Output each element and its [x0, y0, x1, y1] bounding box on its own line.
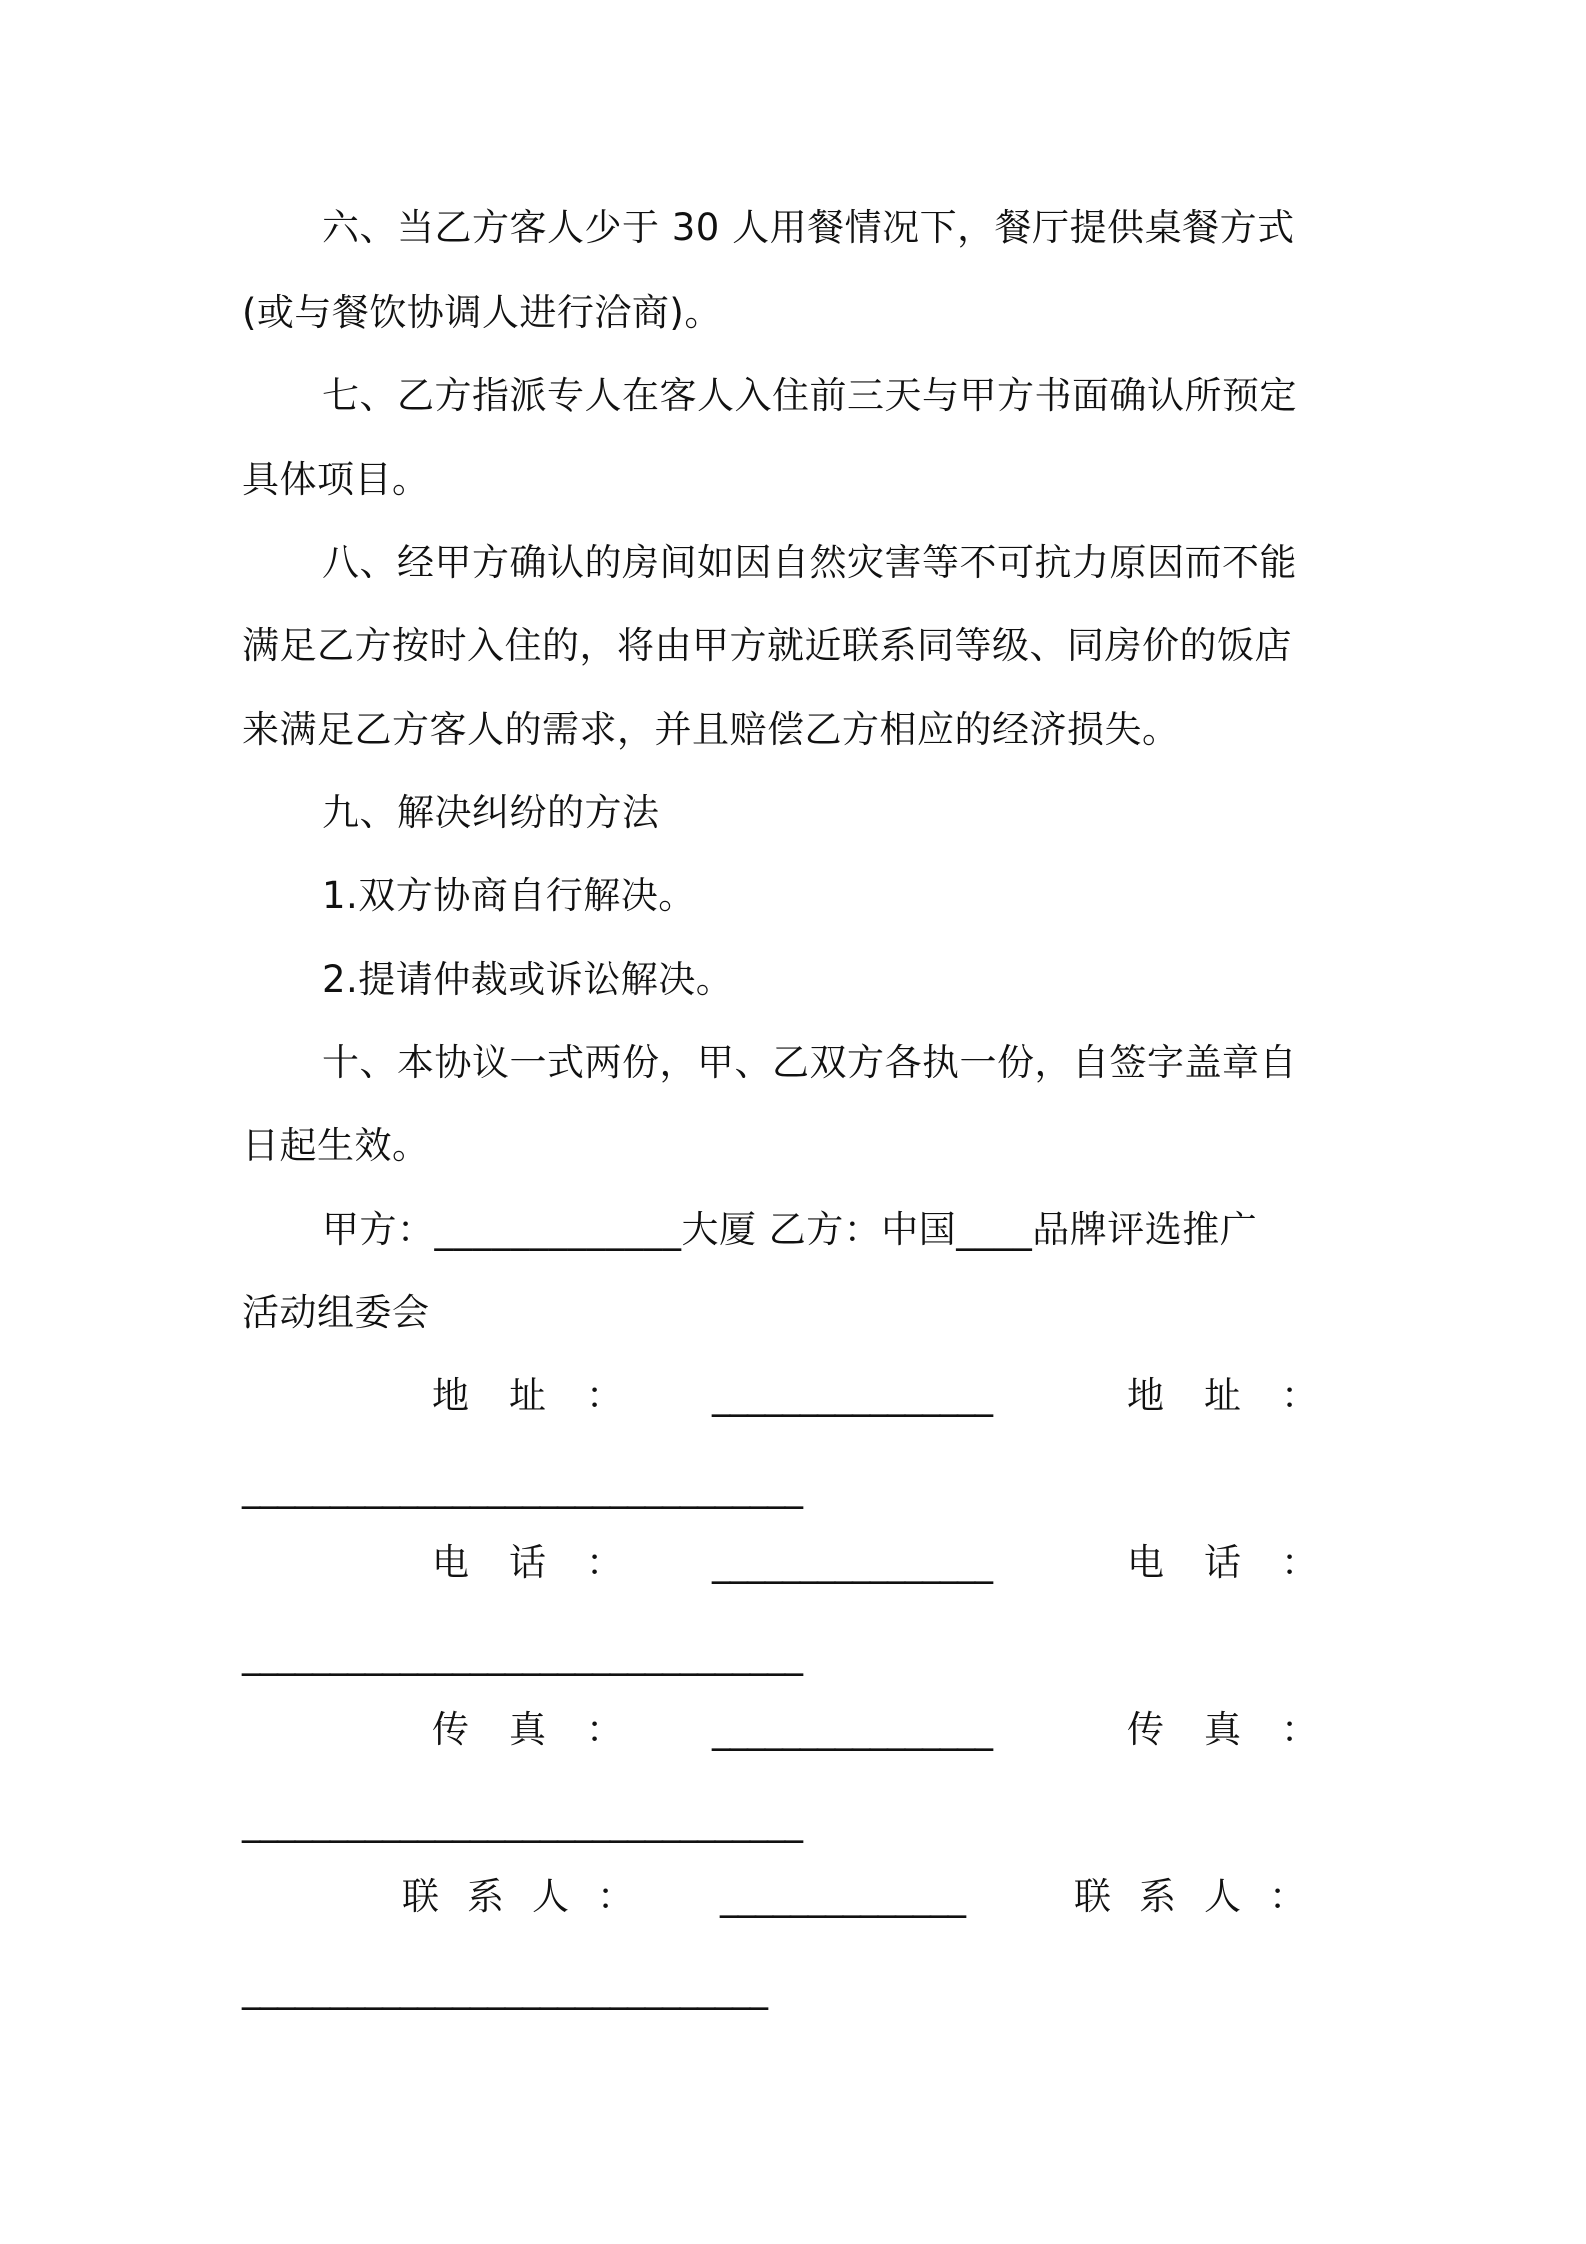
clause-7-line-2: 具体项目。 — [242, 458, 430, 501]
phone-blank-b: ________________________________ — [242, 1633, 802, 1676]
clause-8-line-1: 八、经甲方确认的房间如因自然灾害等不可抗力原因而不能 — [322, 541, 1297, 584]
address-label-a: 地址： — [432, 1374, 663, 1417]
clause-6-line-1: 六、当乙方客人少于 30 人用餐情况下，餐厅提供桌餐方式 — [322, 206, 1295, 249]
clause-9-item-2: 2.提请仲裁或诉讼解决。 — [322, 958, 734, 1001]
clause-9-title: 九、解决纠纷的方法 — [322, 791, 660, 834]
address-label-b: 地址： — [1127, 1374, 1358, 1417]
clause-7-line-1: 七、乙方指派专人在客人入住前三天与甲方书面确认所预定 — [322, 374, 1297, 417]
phone-label-a: 电话： — [432, 1541, 663, 1584]
fax-blank-a: ________________ — [712, 1708, 992, 1751]
phone-label-b: 电话： — [1127, 1541, 1358, 1584]
contact-blank-b: ______________________________ — [242, 1967, 767, 2010]
fax-blank-b: ________________________________ — [242, 1800, 802, 1843]
contact-label-a: 联系人： — [402, 1875, 662, 1918]
contact-blank-a: ______________ — [720, 1875, 965, 1918]
clause-8-line-2: 满足乙方按时入住的，将由甲方就近联系同等级、同房价的饭店 — [242, 624, 1292, 667]
address-blank-b: ________________________________ — [242, 1466, 802, 1509]
phone-blank-a: ________________ — [712, 1541, 992, 1584]
address-blank-a: ________________ — [712, 1374, 992, 1417]
clause-10-line-2: 日起生效。 — [242, 1124, 430, 1167]
parties-line-2: 活动组委会 — [242, 1291, 430, 1334]
fax-label-a: 传真： — [432, 1708, 663, 1751]
parties-line-1: 甲方：_____________大厦 乙方：中国____品牌评选推广 — [322, 1208, 1258, 1251]
clause-10-line-1: 十、本协议一式两份，甲、乙双方各执一份，自签字盖章自 — [322, 1041, 1297, 1084]
clause-9-item-1: 1.双方协商自行解决。 — [322, 874, 696, 917]
clause-8-line-3: 来满足乙方客人的需求，并且赔偿乙方相应的经济损失。 — [242, 708, 1180, 751]
clause-6-line-2: (或与餐饮协调人进行洽商)。 — [242, 291, 722, 334]
fax-label-b: 传真： — [1127, 1708, 1358, 1751]
contact-label-b: 联系人： — [1074, 1875, 1334, 1918]
